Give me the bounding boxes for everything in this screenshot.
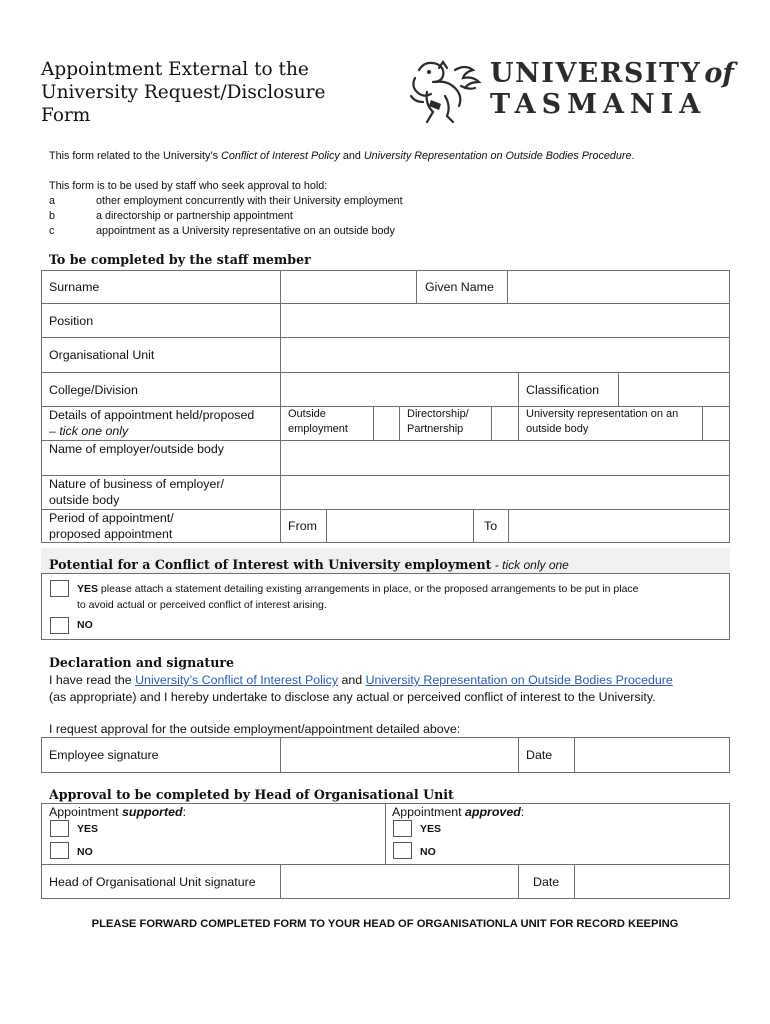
- logo-university: UNIVERSITY: [490, 58, 702, 89]
- org-unit-label: Organisational Unit: [49, 348, 155, 362]
- opt-directorship-line2: Partnership: [407, 423, 464, 435]
- head-signature-label: Head of Organisational Unit signature: [49, 875, 256, 889]
- details-label: [49, 407, 254, 439]
- intro-purpose: This form is to be used by staff who seek approval to hold:: [49, 180, 328, 192]
- position-label: Position: [49, 314, 94, 328]
- head-signature-input[interactable]: [280, 864, 519, 899]
- footer-note: PLEASE FORWARD COMPLETED FORM TO YOUR HEAD OF ORGANISATIONLA UNIT FOR RECORD KEEPING: [91, 918, 679, 930]
- list-text: other employment concurrently with their University employment: [96, 195, 403, 207]
- classification-input[interactable]: [618, 372, 730, 407]
- representation-procedure-link[interactable]: University Representation on Outside Bodies Procedure: [365, 673, 673, 687]
- opt-directorship-line1: Directorship/: [407, 408, 469, 420]
- from-input[interactable]: [326, 509, 474, 543]
- declaration-line2: (as appropriate) and I hereby undertake to disclose any actual or perceived conflict of interest to the University.: [49, 690, 656, 704]
- to-label: To: [484, 519, 498, 533]
- period-label: [49, 510, 174, 542]
- supported-text-a: Appointment: [49, 805, 123, 819]
- conflict-heading-text: Potential for a Conflict of Interest with University employment: [49, 557, 492, 572]
- approved-no-checkbox[interactable]: [393, 842, 412, 859]
- conflict-yes-text-1: please attach a statement detailing existing arrangements in place, or the proposed arrangements to be put in place: [98, 583, 639, 595]
- title-line-1: Appointment External to the: [41, 59, 309, 80]
- employee-date-input[interactable]: [574, 737, 730, 773]
- college-input[interactable]: [280, 372, 519, 407]
- declaration-text-b: and: [338, 673, 366, 687]
- opt-representation-checkbox[interactable]: [702, 406, 730, 441]
- opt-directorship-label: [407, 407, 469, 437]
- conflict-heading-note: - tick only one: [491, 558, 569, 572]
- approved-text-a: Appointment: [392, 805, 466, 819]
- title-line-2: University Request/Disclosure: [41, 82, 326, 103]
- opt-outside-checkbox[interactable]: [373, 406, 400, 441]
- nature-label: [49, 476, 224, 508]
- supported-no-label: NO: [77, 846, 93, 858]
- intro-procedure: University Representation on Outside Bodies Procedure: [363, 150, 632, 162]
- intro-policy: Conflict of Interest Policy: [221, 150, 340, 162]
- page-title: [41, 58, 371, 127]
- list-letter: b: [49, 210, 56, 222]
- supported-yes-checkbox[interactable]: [50, 820, 69, 837]
- intro-end: .: [631, 150, 635, 162]
- employee-signature-label: Employee signature: [49, 748, 159, 762]
- declaration-line3: I request approval for the outside employment/appointment detailed above:: [49, 722, 461, 736]
- opt-representation-line1: University representation on an: [526, 408, 679, 420]
- list-text: a directorship or partnership appointment: [96, 210, 293, 222]
- college-label: College/Division: [49, 383, 138, 397]
- period-line2: proposed appointment: [49, 527, 173, 541]
- approved-label: [392, 805, 524, 819]
- declaration-heading: Declaration and signature: [49, 655, 235, 670]
- supported-label: [49, 805, 186, 819]
- position-input[interactable]: [280, 303, 730, 338]
- given-name-label: Given Name: [425, 280, 494, 294]
- nature-line1: Nature of business of employer/: [49, 477, 224, 491]
- logo-tasmania: TASMANIA: [490, 89, 707, 120]
- title-line-3: Form: [41, 105, 91, 126]
- conflict-no-label: NO: [77, 619, 93, 631]
- opt-representation-line2: outside body: [526, 423, 589, 435]
- supported-text-b: supported: [122, 805, 183, 819]
- list-item: [49, 194, 649, 209]
- university-logo: [405, 56, 735, 126]
- intro-list: [49, 194, 649, 239]
- approved-no-label: NO: [420, 846, 436, 858]
- lion-crest-icon: [405, 56, 485, 126]
- staff-section-heading: To be completed by the staff member: [49, 252, 311, 267]
- conflict-policy-link[interactable]: University’s Conflict of Interest Policy: [135, 673, 339, 687]
- approval-heading: Approval to be completed by Head of Organisational Unit: [49, 787, 454, 802]
- approved-yes-label: YES: [420, 823, 442, 835]
- to-input[interactable]: [508, 509, 730, 543]
- supported-text-c: :: [182, 805, 187, 819]
- declaration-line1: [49, 672, 749, 689]
- approved-yes-checkbox[interactable]: [393, 820, 412, 837]
- supported-yes-label: YES: [77, 823, 99, 835]
- nature-input[interactable]: [280, 475, 730, 510]
- logo-of: of: [704, 58, 734, 89]
- surname-label: Surname: [49, 280, 100, 294]
- intro-text: This form related to the University’s: [49, 150, 222, 162]
- opt-directorship-checkbox[interactable]: [491, 406, 519, 441]
- conflict-yes-label: YES: [77, 583, 99, 595]
- classification-label: Classification: [526, 383, 599, 397]
- conflict-yes-checkbox[interactable]: [50, 580, 69, 597]
- from-label: From: [288, 519, 317, 533]
- employee-signature-input[interactable]: [280, 737, 519, 773]
- approved-text-b: approved: [465, 805, 521, 819]
- period-line1: Period of appointment/: [49, 511, 174, 525]
- details-label-line1: Details of appointment held/proposed: [49, 408, 255, 422]
- conflict-heading: [49, 557, 569, 572]
- head-date-label: Date: [533, 875, 560, 889]
- opt-outside-line1: Outside: [288, 408, 326, 420]
- nature-line2: outside body: [49, 493, 120, 507]
- intro-and: and: [339, 150, 364, 162]
- head-date-input[interactable]: [574, 864, 730, 899]
- conflict-no-checkbox[interactable]: [50, 617, 69, 634]
- employer-label: Name of employer/outside body: [49, 442, 224, 456]
- conflict-yes-text-2: to avoid actual or perceived conflict of interest arising.: [77, 598, 327, 611]
- list-letter: a: [49, 195, 56, 207]
- org-unit-input[interactable]: [280, 337, 730, 373]
- opt-outside-line2: employment: [288, 423, 348, 435]
- opt-representation-label: [526, 407, 678, 437]
- details-label-line2: – tick one only: [49, 424, 129, 438]
- intro-paragraph: [49, 149, 749, 164]
- given-name-input[interactable]: [507, 270, 730, 304]
- surname-input[interactable]: [280, 270, 417, 304]
- opt-outside-label: [288, 407, 348, 437]
- list-letter: c: [49, 225, 55, 237]
- employer-input[interactable]: [280, 440, 730, 476]
- employee-date-label: Date: [526, 748, 553, 762]
- list-text: appointment as a University representative on an outside body: [96, 225, 395, 237]
- list-item: [49, 209, 649, 224]
- declaration-text-a: I have read the: [49, 673, 136, 687]
- approved-text-c: :: [520, 805, 525, 819]
- conflict-yes-text: [77, 582, 727, 613]
- supported-no-checkbox[interactable]: [50, 842, 69, 859]
- list-item: [49, 224, 649, 239]
